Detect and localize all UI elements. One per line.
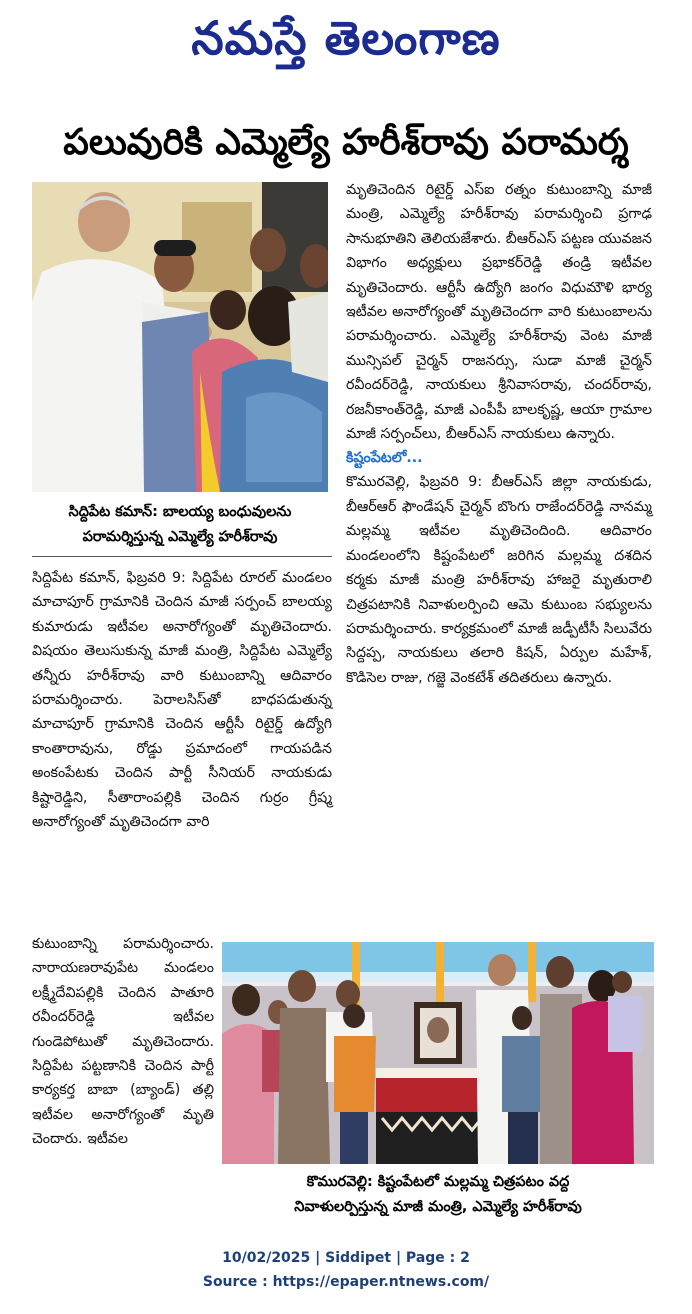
article-right-column	[346, 178, 652, 690]
photo-caption-1-line1: సిద్దిపేట కమాన్‌: బాలయ్య బంధువులను	[68, 504, 292, 520]
article-left-paragraph-2: కుటుంబాన్ని పరామర్శించారు. నారాయణరావుపేట మండలం లక్ష్మీదేవిపల్లికి చెందిన పాతూరి రవీందర్‌రెడ్డి ఇటీవల గుండెపోటుతో మృతిచెందారు. సిద్దిపేట పట్టణానికి చెందిన పార్టీ కార్యకర్త బాబా (బ్యాండ్‌) తల్లి ఇటీవల అనారోగ్యంతో మృతి చెందారు. ఇటీవల	[32, 936, 214, 1148]
newspaper-masthead: నమస్తే తెలంగాణ	[191, 11, 501, 65]
photo-tribute-mallamma	[222, 942, 654, 1164]
photo-caption-2-line2: నివాళులర్పిస్తున్న మాజీ మంత్రి, ఎమ్మెల్యే హరీశ్‌రావు	[294, 1199, 582, 1215]
article-left-column	[32, 566, 332, 834]
photo-caption-1-line2: పరామర్శిస్తున్న ఎమ్మెల్యే హరీశ్‌రావు	[82, 529, 278, 545]
photo-caption-1	[32, 500, 328, 550]
photo-caption-2	[222, 1170, 654, 1220]
photo-illustration-2	[222, 942, 654, 1164]
subheading-kistampet: కిష్టంపేటలో...	[346, 450, 423, 467]
photo-illustration	[32, 182, 328, 492]
footer-date-line: 10/02/2025 | Siddipet | Page : 2	[222, 1250, 470, 1266]
article-left-paragraph-1: సిద్దిపేట కమాన్‌, ఫిబ్రవరి 9: సిద్దిపేట రూరల్‌ మండలం మాచాపూర్‌ గ్రామానికి చెందిన మాజీ సర్పంచ్‌ బాలయ్య కుమారుడు ఇటీవల అనారోగ్యంతో మృతిచెందారు. విషయం తెలుసుకున్న మాజీ మంత్రి, సిద్దిపేట ఎమ్మెల్యే తన్నీరు హరీశ్‌రావు వారి కుటుంబాన్ని ఆదివారం పరామర్శించారు. పెరాలసిస్‌తో బాధపడుతున్న మాచాపూర్‌ గ్రామానికి చెందిన ఆర్టీసీ రిటైర్డ్‌ ఉద్యోగి కాంతారావును, రోడ్డు ప్రమాదంలో గాయపడిన అంకంపేటకు చెందిన పార్టీ సీనియర్‌ నాయకుడు కిష్టారెడ్డిని, సీతారాంపల్లికి చెందిన గుర్రం గ్రీష్మ అనారోగ్యంతో మృతిచెందగా వారి	[32, 570, 332, 831]
article-headline: పలువురికి ఎమ్మెల్యే హరీశ్‌రావు పరామర్శ	[63, 122, 629, 163]
caption-divider	[32, 556, 332, 557]
photo-harish-rao-consoling	[32, 182, 328, 492]
photo-caption-2-line1: కొమురవెల్లి: కిష్టంపేటలో మల్లమ్మ చిత్రపటం వద్ద	[306, 1174, 570, 1190]
article-right-paragraph-1: మృతిచెందిన రిటైర్డ్‌ ఎస్‌ఐ రత్నం కుటుంబాన్ని మాజీ మంత్రి, ఎమ్మెల్యే హరీశ్‌రావు పరామర్శించి ప్రగాఢ సానుభూతిని తెలియజేశారు. బీఆర్‌ఎస్‌ పట్టణ యువజన విభాగం అధ్యక్షులు ప్రభాకర్‌రెడ్డి తండ్రి ఇటీవల మృతిచెందారు. ఆర్టీసీ ఉద్యోగి జంగం విధుమౌళి భార్య ఇటీవల అనారోగ్యంతో మృతిచెందగా వారి కుటుంబాలను పరామర్శించారు. ఎమ్మెల్యే హరీశ్‌రావు వెంట మాజీ మున్సిపల్‌ చైర్మన్‌ రాజనర్సు, సుడా మాజీ చైర్మన్‌ రవీందర్‌రెడ్డి, నాయకులు శ్రీనివాసరావు, చందర్‌రావు, రజనీకాంత్‌రెడ్డి, మాజీ ఎంపీపీ బాలకృష్ణ, ఆయా గ్రామాల మాజీ సర్పంచ్‌లు, బీఆర్‌ఎస్‌ నాయకులు ఉన్నారు.	[346, 182, 652, 443]
article-left-column-continued	[32, 932, 214, 1152]
footer-source-line: Source : https://epaper.ntnews.com/	[202, 1274, 490, 1290]
article-right-paragraph-2: కొమురవెల్లి, ఫిబ్రవరి 9: బీఆర్‌ఎస్‌ జిల్లా నాయకుడు, బీఆర్‌ఆర్‌ ఫౌండేషన్‌ చైర్మన్‌ బొంగు రాజేందర్‌రెడ్డి నానమ్మ మల్లమ్మ ఇటీవల మృతిచెందింది. ఆదివారం మండలంలోని కిష్టంపేటలో జరిగిన మల్లమ్మ దశదిన కర్మకు మాజీ మంత్రి హరీశ్‌రావు హాజరై మృతురాలి చిత్రపటానికి నివాళులర్పించి ఆమె కుటుంబ సభ్యులను పరామర్శించారు. కార్యక్రమంలో మాజీ జడ్పీటీసీ సిలువేరు సిద్దప్ప, నాయకులు తలారి కిషన్‌, ఏర్పుల మహేశ్‌, కొడిసెల రాజు, గజ్జె వెంకటేశ్‌ తదితరులు ఉన్నారు.	[346, 474, 652, 686]
